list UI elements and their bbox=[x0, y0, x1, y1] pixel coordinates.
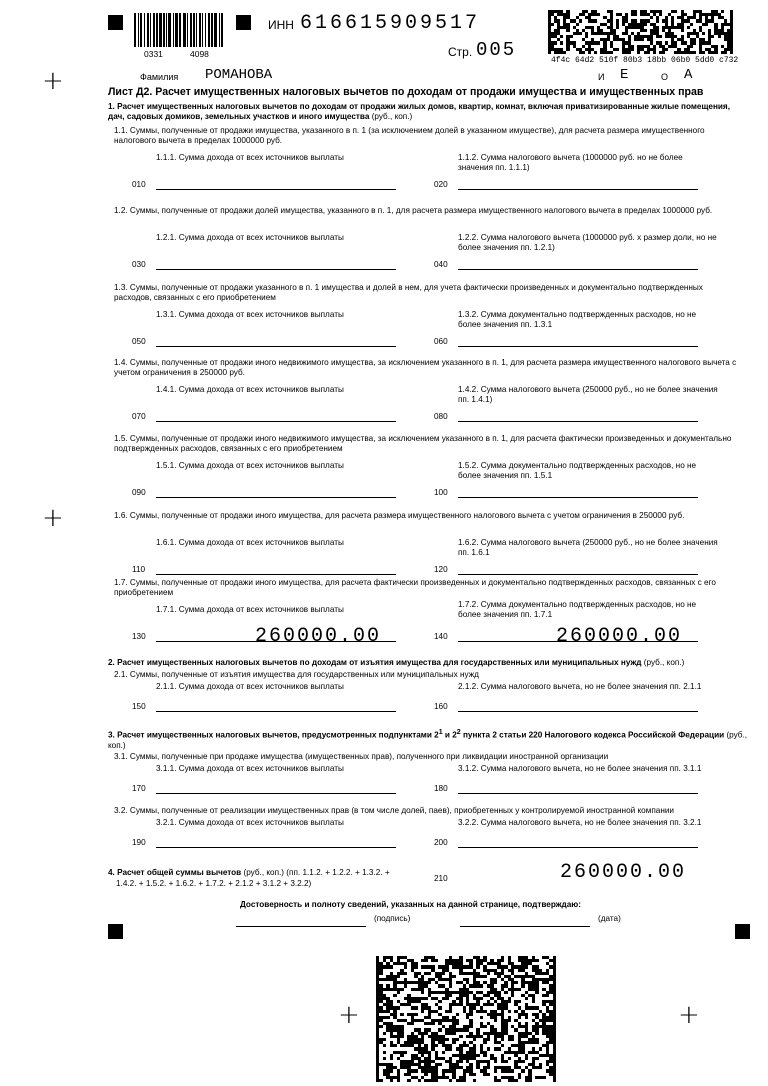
field-line-left bbox=[156, 189, 396, 190]
crosshair-mark: + bbox=[42, 503, 64, 533]
crosshair-mark: + bbox=[678, 1000, 700, 1030]
field-label-left: 1.6.1. Сумма дохода от всех источников выплаты bbox=[156, 538, 344, 547]
barcode-number-left: 0331 bbox=[144, 49, 163, 59]
field-label-right: 1.7.2. Сумма документально подтвержденных расходов, но не более значения пп. 1.7.1 bbox=[458, 600, 697, 619]
section3-title-a: 3. Расчет имущественных налоговых вычетов, предусмотренных подпунктами 2 bbox=[108, 730, 439, 740]
field-line-right bbox=[458, 346, 698, 347]
barcode-number-right: 4098 bbox=[190, 49, 209, 59]
section1-title-text: 1. Расчет имущественных налоговых вычетов по доходам от продажи жилых домов, квартир, комнат, включая приватизированные жилые помещения, дач, садовых домиков, земельных участков и иного имущества bbox=[108, 102, 730, 121]
section3-sup2: 2 bbox=[456, 729, 461, 736]
item-desc: 1.2. Суммы, полученные от продажи долей имущества, указанного в п. 1, для расчета размера имущественного налогового вычета в пределах 1000000 руб. bbox=[114, 206, 713, 215]
section3-title-c: пункта 2 статьи 220 Налогового кодекса Российской Федерации bbox=[460, 730, 725, 740]
page-label: Стр. bbox=[448, 45, 473, 59]
crosshair-mark: + bbox=[338, 1000, 360, 1030]
inn-value: 616615909517 bbox=[300, 12, 481, 35]
inn-label: ИНН bbox=[268, 18, 294, 32]
item-desc: 1.7. Суммы, полученные от продажи иного имущества, для расчета фактически произведенных и документально подтвержденных расходов, связанных с его приобретением bbox=[114, 578, 716, 597]
field-code-150: 150 bbox=[132, 702, 146, 711]
field-line-right bbox=[458, 497, 698, 498]
field-line-right bbox=[458, 189, 698, 190]
field-code-right: 140 bbox=[434, 632, 448, 641]
field-code-left: 170 bbox=[132, 784, 146, 793]
section3-sup1: 1 bbox=[438, 729, 443, 736]
field-code-right: 020 bbox=[434, 180, 448, 189]
top-barcode bbox=[134, 13, 226, 47]
field-label-left: 1.3.1. Сумма дохода от всех источников выплаты bbox=[156, 310, 344, 319]
item-desc: 1.6. Суммы, полученные от продажи иного имущества, для расчета размера имущественного налогового вычета с учетом ограничения в 250000 руб. bbox=[114, 511, 685, 520]
field-line-right bbox=[458, 574, 698, 575]
field-code-left: 130 bbox=[132, 632, 146, 641]
field-code-left: 010 bbox=[132, 180, 146, 189]
section3-title bbox=[108, 728, 748, 751]
section2-title-text: 2. Расчет имущественных налоговых вычетов по доходам от изъятия имущества для государственных или муниципальных нужд bbox=[108, 658, 642, 667]
field-code-left: 030 bbox=[132, 260, 146, 269]
field-label-right: 1.6.2. Сумма налогового вычета (250000 руб., но не более значения пп. 1.6.1 bbox=[458, 538, 718, 557]
field-label-left: 3.1.1. Сумма дохода от всех источников выплаты bbox=[156, 764, 344, 773]
section4-title-text: 4. Расчет общей суммы вычетов bbox=[108, 868, 242, 877]
field-label-right: 1.4.2. Сумма налогового вычета (250000 руб., но не более значения пп. 1.4.1) bbox=[458, 385, 718, 404]
section3-title-suffix: (руб., коп.) bbox=[108, 730, 748, 750]
section4-title-rest: (руб., коп.) (пп. 1.1.2. + 1.2.2. + 1.3.2. + bbox=[243, 868, 390, 877]
field-code-210: 210 bbox=[434, 874, 448, 883]
field-label-right: 1.2.2. Сумма налогового вычета (1000000 руб. х размер доли, но не более значения пп. 1.2.1) bbox=[458, 233, 717, 252]
field-label-right: 1.5.2. Сумма документально подтвержденных расходов, но не более значения пп. 1.5.1 bbox=[458, 461, 697, 480]
field-line-left bbox=[156, 574, 396, 575]
field-code-right: 180 bbox=[434, 784, 448, 793]
field-label-212: 2.1.2. Сумма налогового вычета, но не более значения пп. 2.1.1 bbox=[458, 682, 702, 691]
sheet-title: Лист Д2. Расчет имущественных налоговых вычетов по доходам от продажи имущества и имущественных прав bbox=[108, 86, 704, 98]
field-line-right bbox=[458, 269, 698, 270]
field-label-left: 1.2.1. Сумма дохода от всех источников выплаты bbox=[156, 233, 344, 242]
signature-label: (подпись) bbox=[374, 914, 411, 923]
item-desc: 1.5. Суммы, полученные от продажи иного недвижимого имущества, за исключением указанного в п. 1, для расчета фактически произведенных и документально подтвержденных расходов, связанных с его приобретением bbox=[114, 434, 732, 453]
page-value: 005 bbox=[476, 39, 517, 61]
initials-e: Е bbox=[620, 67, 629, 83]
field-line-right bbox=[458, 421, 698, 422]
field-line-left bbox=[156, 793, 396, 794]
section3-title-b: и 2 bbox=[442, 730, 457, 740]
field-code-left: 190 bbox=[132, 838, 146, 847]
item-desc: 3.2. Суммы, полученные от реализации имущественных прав (в том числе долей, паев), приобретенных у контролируемой иностранной компании bbox=[114, 806, 674, 815]
field-label-211: 2.1.1. Сумма дохода от всех источников выплаты bbox=[156, 682, 344, 691]
field-code-left: 050 bbox=[132, 337, 146, 346]
field-code-right: 120 bbox=[434, 565, 448, 574]
field-value-right[interactable]: 260000.00 bbox=[556, 625, 683, 648]
date-label: (дата) bbox=[598, 914, 621, 923]
field-label-left: 1.4.1. Сумма дохода от всех источников выплаты bbox=[156, 385, 344, 394]
field-code-160: 160 bbox=[434, 702, 448, 711]
initials-o: О bbox=[661, 72, 669, 82]
field-label-right: 1.3.2. Сумма документально подтвержденных расходов, но не более значения пп. 1.3.1 bbox=[458, 310, 697, 329]
field-line-left bbox=[156, 269, 396, 270]
bottom-2d-barcode bbox=[376, 956, 556, 1082]
crosshair-mark: + bbox=[42, 66, 64, 96]
field-code-right: 060 bbox=[434, 337, 448, 346]
field-code-right: 100 bbox=[434, 488, 448, 497]
field-label-right: 3.2.2. Сумма налогового вычета, но не более значения пп. 3.2.1 bbox=[458, 818, 702, 827]
field-code-right: 080 bbox=[434, 412, 448, 421]
top-2d-barcode bbox=[548, 10, 733, 54]
footer-confirm: Достоверность и полноту сведений, указанных на данной странице, подтверждаю: bbox=[240, 900, 582, 909]
field-label-left: 1.5.1. Сумма дохода от всех источников выплаты bbox=[156, 461, 344, 470]
corner-marker-bottom-right bbox=[735, 924, 750, 939]
field-line-left bbox=[156, 497, 396, 498]
field-code-right: 040 bbox=[434, 260, 448, 269]
item-desc: 1.4. Суммы, полученные от продажи иного недвижимого имущества, за исключением указанного в п. 1, для расчета размера имущественного налогового вычета с учетом ограничения в 250000 руб. bbox=[114, 358, 737, 377]
field-line-right bbox=[458, 793, 698, 794]
field-label-left: 3.2.1. Сумма дохода от всех источников выплаты bbox=[156, 818, 344, 827]
field-label-right: 1.1.2. Сумма налогового вычета (1000000 руб. но не более значения пп. 1.1.1) bbox=[458, 153, 683, 172]
surname-label: Фамилия bbox=[140, 72, 179, 82]
section2-desc: 2.1. Суммы, полученные от изъятия имущества для государственных или муниципальных нужд bbox=[114, 670, 479, 679]
field-code-right: 200 bbox=[434, 838, 448, 847]
item-desc: 1.1. Суммы, полученные от продажи имущества, указанного в п. 1 (за исключением долей в указанном имуществе), для расчета размера имущественного налогового вычета в пределах 1000000 руб. bbox=[114, 126, 705, 145]
field-line-160 bbox=[458, 711, 698, 712]
section4-title bbox=[108, 868, 390, 878]
initials-a: А bbox=[684, 67, 693, 83]
field-value-210[interactable]: 260000.00 bbox=[560, 861, 687, 884]
section1-title-suffix: (руб., коп.) bbox=[371, 112, 413, 121]
field-line-left bbox=[156, 847, 396, 848]
field-label-right: 3.1.2. Сумма налогового вычета, но не более значения пп. 3.1.1 bbox=[458, 764, 702, 773]
corner-marker-top-left bbox=[108, 15, 123, 30]
surname-value: РОМАНОВА bbox=[205, 67, 273, 83]
item-desc: 3.1. Суммы, полученные при продаже имущества (имущественных прав), полученного при ликвидации иностранной организации bbox=[114, 752, 609, 761]
field-line-right bbox=[458, 847, 698, 848]
section2-title bbox=[108, 658, 748, 668]
date-line bbox=[460, 926, 590, 927]
corner-marker-bottom-left bbox=[108, 924, 123, 939]
item-desc: 1.3. Суммы, полученные от продажи указанного в п. 1 имущества и долей в нем, для учета фактически произведенных и документально подтвержденных расходов, связанных с его приобретением bbox=[114, 283, 703, 302]
field-label-left: 1.7.1. Сумма дохода от всех источников выплаты bbox=[156, 605, 344, 614]
signature-line bbox=[236, 926, 366, 927]
field-code-left: 090 bbox=[132, 488, 146, 497]
initials-i: И bbox=[598, 72, 605, 82]
field-code-left: 110 bbox=[132, 565, 146, 574]
field-label-left: 1.1.1. Сумма дохода от всех источников выплаты bbox=[156, 153, 344, 162]
field-value-left[interactable]: 260000.00 bbox=[255, 625, 382, 648]
field-line-left bbox=[156, 421, 396, 422]
section1-title bbox=[108, 102, 748, 122]
section4-formula: 1.4.2. + 1.5.2. + 1.6.2. + 1.7.2. + 2.1.2 + 3.1.2 + 3.2.2) bbox=[116, 879, 312, 888]
field-code-left: 070 bbox=[132, 412, 146, 421]
corner-marker-top-mid bbox=[236, 15, 251, 30]
section2-title-suffix: (руб., коп.) bbox=[643, 658, 685, 667]
field-line-left bbox=[156, 346, 396, 347]
field-line-150 bbox=[156, 711, 396, 712]
qr-code-text: 4f4c 64d2 510f 80b3 18bb 06b0 5dd0 c732 bbox=[551, 56, 739, 65]
